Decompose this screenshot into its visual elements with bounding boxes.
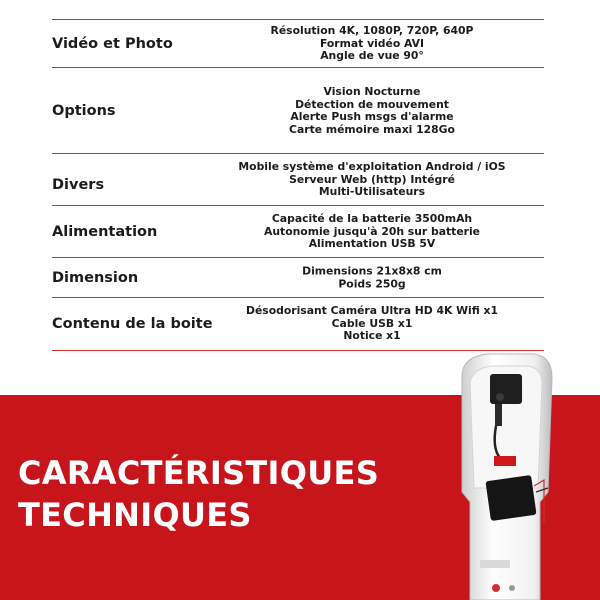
spec-value: Serveur Web (http) Intégré bbox=[289, 172, 455, 186]
spec-row-video bbox=[52, 19, 544, 68]
spec-values bbox=[202, 25, 542, 63]
spec-row-alimentation bbox=[52, 205, 544, 258]
spec-value: Mobile système d'exploitation Android / iOS bbox=[238, 160, 506, 174]
spec-value: Alerte Push msgs d'alarme bbox=[290, 110, 454, 123]
spec-row-contenu bbox=[52, 297, 544, 351]
spec-label: Alimentation bbox=[52, 224, 158, 240]
spec-value: Notice x1 bbox=[343, 329, 401, 343]
spec-value: Capacité de la batterie 3500mAh bbox=[271, 212, 473, 226]
spec-row-dimension bbox=[52, 257, 544, 298]
spec-value: Autonomie jusqu'à 20h sur batterie bbox=[263, 224, 480, 238]
spec-value: Poids 250g bbox=[338, 277, 406, 290]
spec-value: Alimentation USB 5V bbox=[308, 237, 436, 251]
spec-value: Cable USB x1 bbox=[331, 316, 413, 330]
spec-value: Détection de mouvement bbox=[295, 97, 449, 111]
spec-label: Options bbox=[52, 103, 116, 119]
spec-values bbox=[202, 305, 542, 343]
spec-value: Vision Nocturne bbox=[323, 84, 421, 98]
spec-label: Dimension bbox=[52, 270, 139, 286]
spec-values bbox=[202, 213, 542, 251]
spec-value: Angle de vue 90° bbox=[320, 49, 424, 63]
banner-title-line2: TECHNIQUES bbox=[18, 496, 252, 534]
spec-label: Divers bbox=[52, 177, 105, 194]
spec-row-options bbox=[52, 67, 544, 154]
spec-label: Vidéo et Photo bbox=[52, 36, 173, 52]
spec-value: Carte mémoire maxi 128Go bbox=[289, 122, 455, 136]
spec-values bbox=[202, 161, 542, 199]
camera-device-image bbox=[448, 352, 558, 600]
banner-title-line1: CARACTÉRISTIQUES bbox=[18, 454, 380, 492]
banner-title bbox=[18, 452, 379, 536]
spec-value: Dimensions 21x8x8 cm bbox=[302, 264, 442, 278]
spec-value: Multi-Utilisateurs bbox=[318, 185, 426, 199]
spec-label: Contenu de la boite bbox=[52, 316, 213, 332]
spec-value: Résolution 4K, 1080P, 720P, 640P bbox=[270, 24, 474, 38]
spec-row-divers bbox=[52, 153, 544, 206]
spec-values bbox=[202, 86, 542, 136]
spec-value: Format vidéo AVI bbox=[319, 36, 425, 50]
spec-values bbox=[202, 265, 542, 290]
spec-value: Désodorisant Caméra Ultra HD 4K Wifi x1 bbox=[245, 304, 498, 318]
